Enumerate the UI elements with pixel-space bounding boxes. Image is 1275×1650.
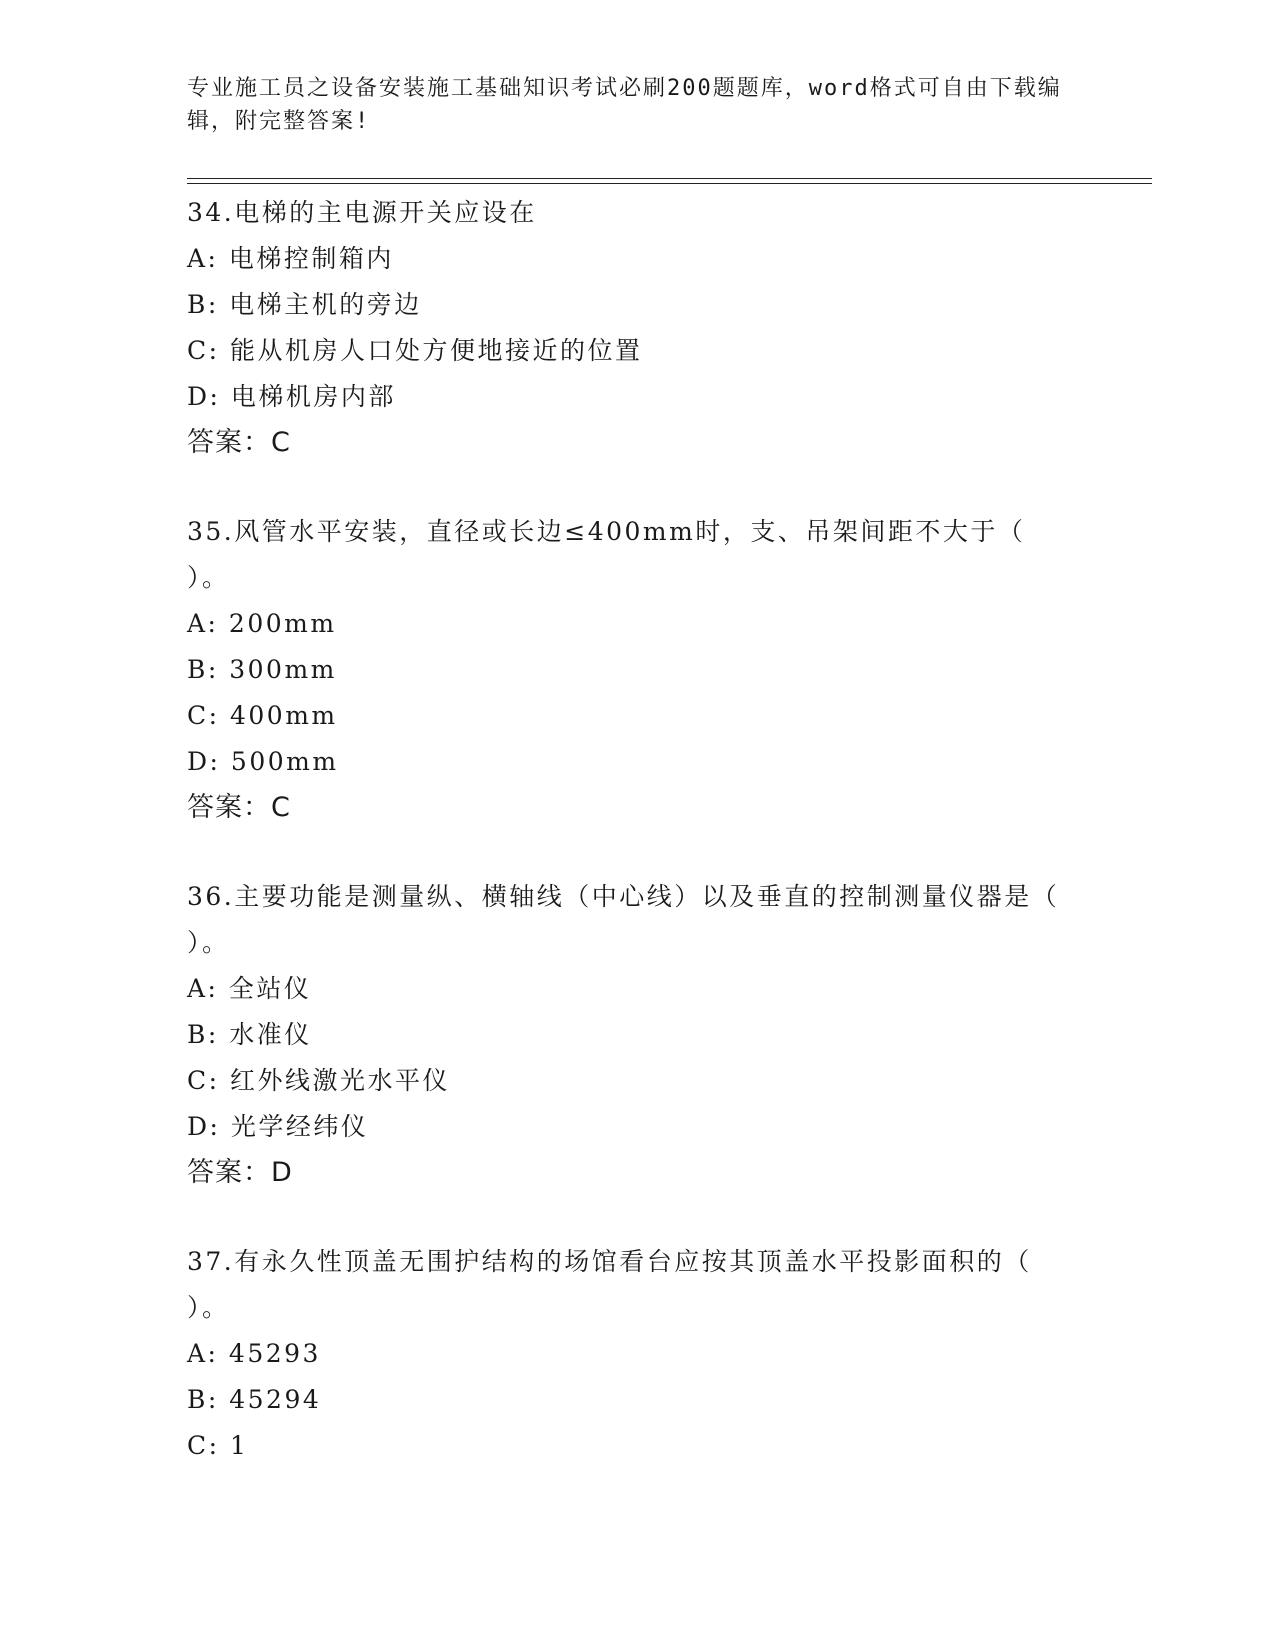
option-a: A: 全站仪 (187, 974, 312, 1003)
option-a: A: 电梯控制箱内 (187, 244, 394, 273)
option-b: B: 45294 (187, 1385, 322, 1414)
option-c: C: 400mm (187, 701, 338, 730)
option-d: D: 光学经纬仪 (187, 1112, 369, 1141)
option-d: D: 500mm (187, 747, 339, 776)
question-list (187, 190, 1077, 1469)
question-stem: 35.风管水平安装，直径或长边≤400mm时，支、吊架间距不大于（ ）。 (187, 517, 1026, 592)
header-divider-bottom (187, 183, 1152, 184)
question-35 (187, 509, 1077, 831)
document-header: 专业施工员之设备安装施工基础知识考试必刷200题题库，word格式可自由下载编辑，附完整答案! (187, 76, 1062, 134)
answer-line: 答案：C (187, 427, 291, 458)
option-a: A: 200mm (187, 609, 337, 638)
question-stem: 34.电梯的主电源开关应设在 (187, 198, 537, 227)
option-d: D: 电梯机房内部 (187, 382, 396, 411)
answer-line: 答案：D (187, 1157, 293, 1188)
option-c: C: 红外线激光水平仪 (187, 1066, 450, 1095)
option-c: C: 能从机房人口处方便地接近的位置 (187, 336, 643, 365)
option-b: B: 电梯主机的旁边 (187, 290, 422, 319)
answer-line: 答案：C (187, 792, 291, 823)
option-b: B: 300mm (187, 655, 337, 684)
question-37 (187, 1239, 1077, 1469)
option-c: C: 1 (187, 1431, 249, 1460)
question-34 (187, 190, 1077, 466)
option-b: B: 水准仪 (187, 1020, 312, 1049)
header-divider-top (187, 178, 1152, 179)
question-36 (187, 874, 1077, 1196)
question-stem: 36.主要功能是测量纵、横轴线（中心线）以及垂直的控制测量仪器是（ ）。 (187, 882, 1060, 957)
option-a: A: 45293 (187, 1339, 321, 1368)
question-stem: 37.有永久性顶盖无围护结构的场馆看台应按其顶盖水平投影面积的（ ）。 (187, 1247, 1032, 1322)
